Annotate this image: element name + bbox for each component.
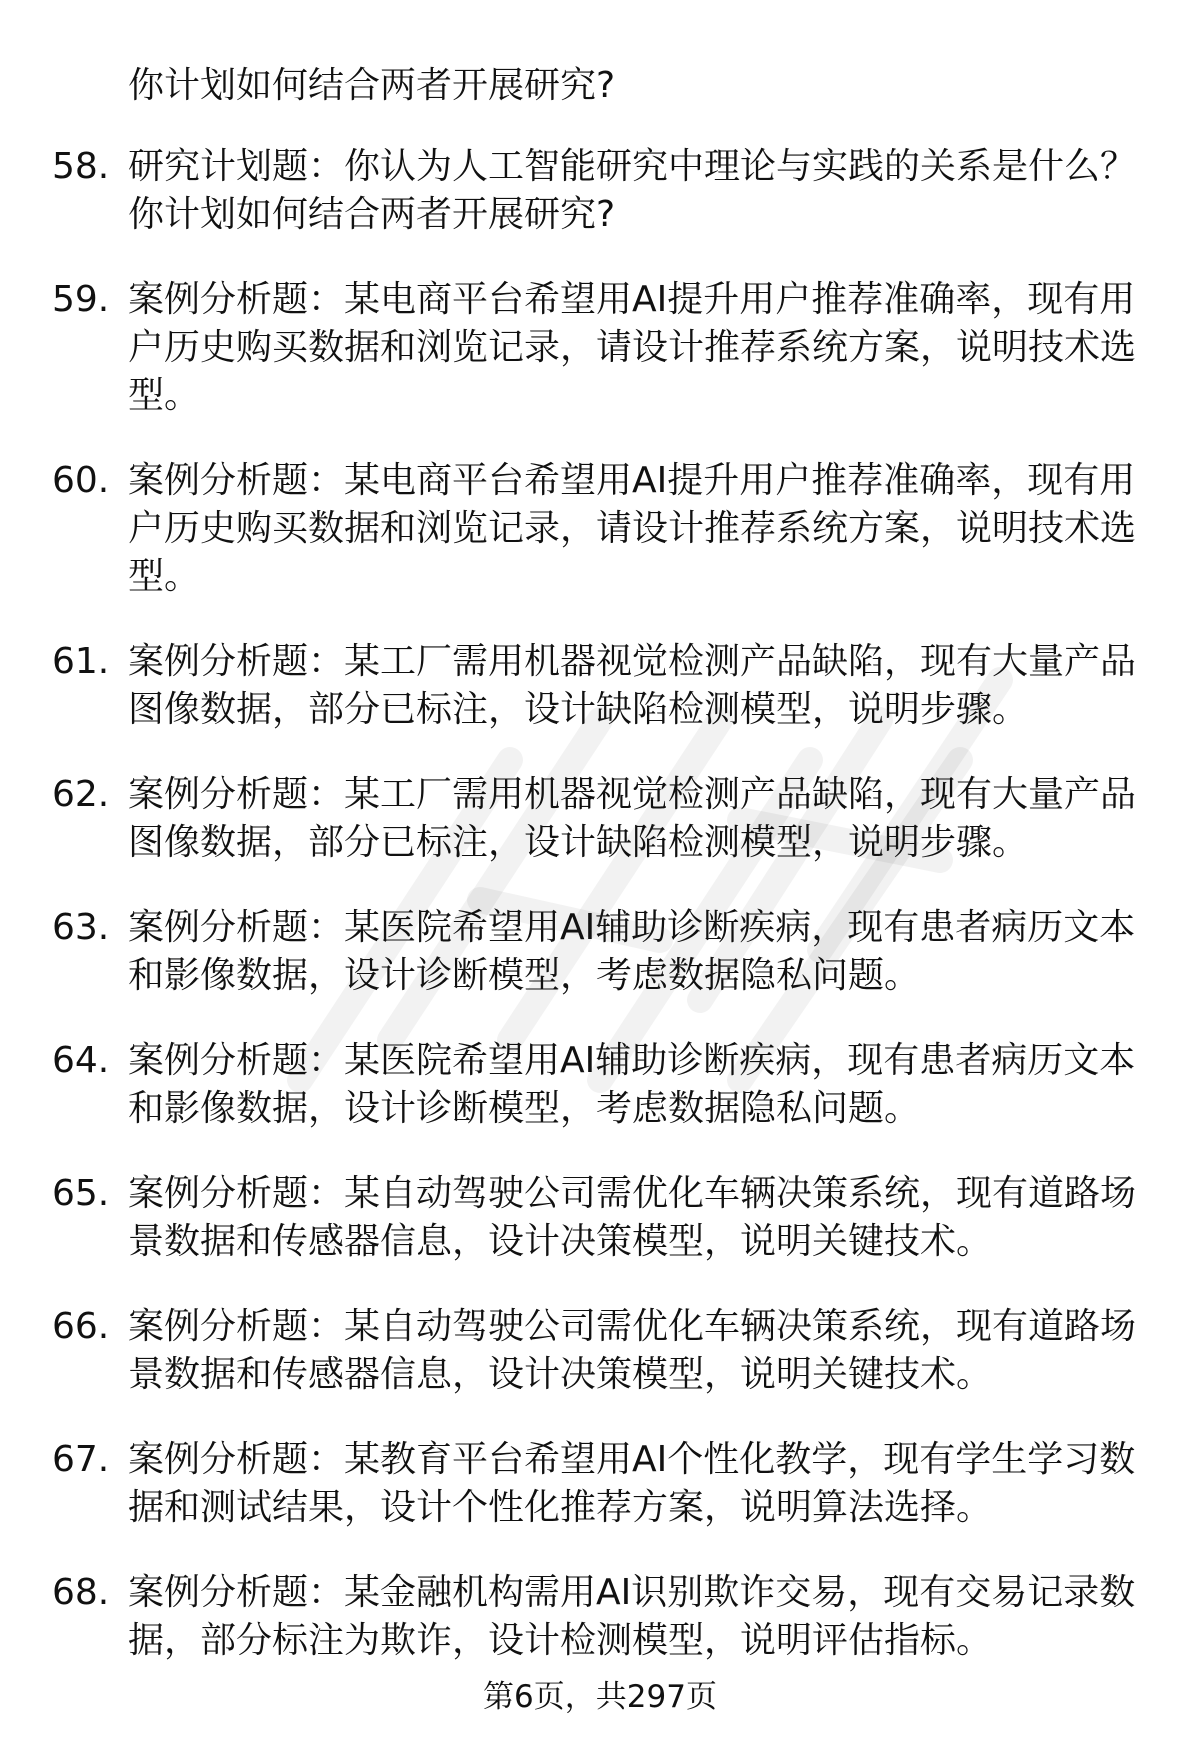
list-item bbox=[0, 1170, 1200, 1266]
item-text: 案例分析题：某自动驾驶公司需优化车辆决策系统，现有道路场景数据和传感器信息，设计决策模型，说明关键技术。 bbox=[128, 1173, 1137, 1262]
item-number: 67. bbox=[52, 1439, 110, 1480]
list-item bbox=[0, 1303, 1200, 1399]
page-footer: 第6页，共297页 bbox=[483, 1679, 717, 1715]
item-number: 63. bbox=[52, 907, 110, 948]
item-text: 案例分析题：某工厂需用机器视觉检测产品缺陷，现有大量产品图像数据，部分已标注，设计缺陷检测模型，说明步骤。 bbox=[128, 774, 1137, 863]
item-text: 案例分析题：某电商平台希望用AI提升用户推荐准确率，现有用户历史购买数据和浏览记录，请设计推荐系统方案，说明技术选型。 bbox=[128, 460, 1137, 597]
continued-line: 你计划如何结合两者开展研究? bbox=[128, 65, 616, 106]
list-item bbox=[0, 1037, 1200, 1133]
item-text: 案例分析题：某金融机构需用AI识别欺诈交易，现有交易记录数据，部分标注为欺诈，设计检测模型，说明评估指标。 bbox=[128, 1572, 1136, 1661]
item-number: 66. bbox=[52, 1306, 110, 1347]
item-text: 案例分析题：某医院希望用AI辅助诊断疾病，现有患者病历文本和影像数据，设计诊断模型，考虑数据隐私问题。 bbox=[128, 907, 1136, 996]
list-item bbox=[0, 143, 1200, 239]
item-number: 58. bbox=[52, 146, 110, 187]
item-text: 研究计划题：你认为人工智能研究中理论与实践的关系是什么？你计划如何结合两者开展研究? bbox=[128, 146, 1137, 235]
item-number: 60. bbox=[52, 460, 110, 501]
list-item bbox=[0, 638, 1200, 734]
item-number: 65. bbox=[52, 1173, 110, 1214]
question-list bbox=[0, 143, 1200, 1702]
list-item bbox=[0, 457, 1200, 601]
item-text: 案例分析题：某自动驾驶公司需优化车辆决策系统，现有道路场景数据和传感器信息，设计决策模型，说明关键技术。 bbox=[128, 1306, 1137, 1395]
list-item bbox=[0, 1436, 1200, 1532]
list-item bbox=[0, 904, 1200, 1000]
item-text: 案例分析题：某医院希望用AI辅助诊断疾病，现有患者病历文本和影像数据，设计诊断模型，考虑数据隐私问题。 bbox=[128, 1040, 1136, 1129]
list-item bbox=[0, 1569, 1200, 1665]
item-number: 62. bbox=[52, 774, 110, 815]
item-text: 案例分析题：某工厂需用机器视觉检测产品缺陷，现有大量产品图像数据，部分已标注，设计缺陷检测模型，说明步骤。 bbox=[128, 641, 1137, 730]
list-item bbox=[0, 276, 1200, 420]
item-number: 61. bbox=[52, 641, 110, 682]
list-item bbox=[0, 771, 1200, 867]
item-text: 案例分析题：某教育平台希望用AI个性化教学，现有学生学习数据和测试结果，设计个性化推荐方案，说明算法选择。 bbox=[128, 1439, 1136, 1528]
item-number: 68. bbox=[52, 1572, 110, 1613]
item-text: 案例分析题：某电商平台希望用AI提升用户推荐准确率，现有用户历史购买数据和浏览记录，请设计推荐系统方案，说明技术选型。 bbox=[128, 279, 1137, 416]
item-number: 59. bbox=[52, 279, 110, 320]
item-number: 64. bbox=[52, 1040, 110, 1081]
